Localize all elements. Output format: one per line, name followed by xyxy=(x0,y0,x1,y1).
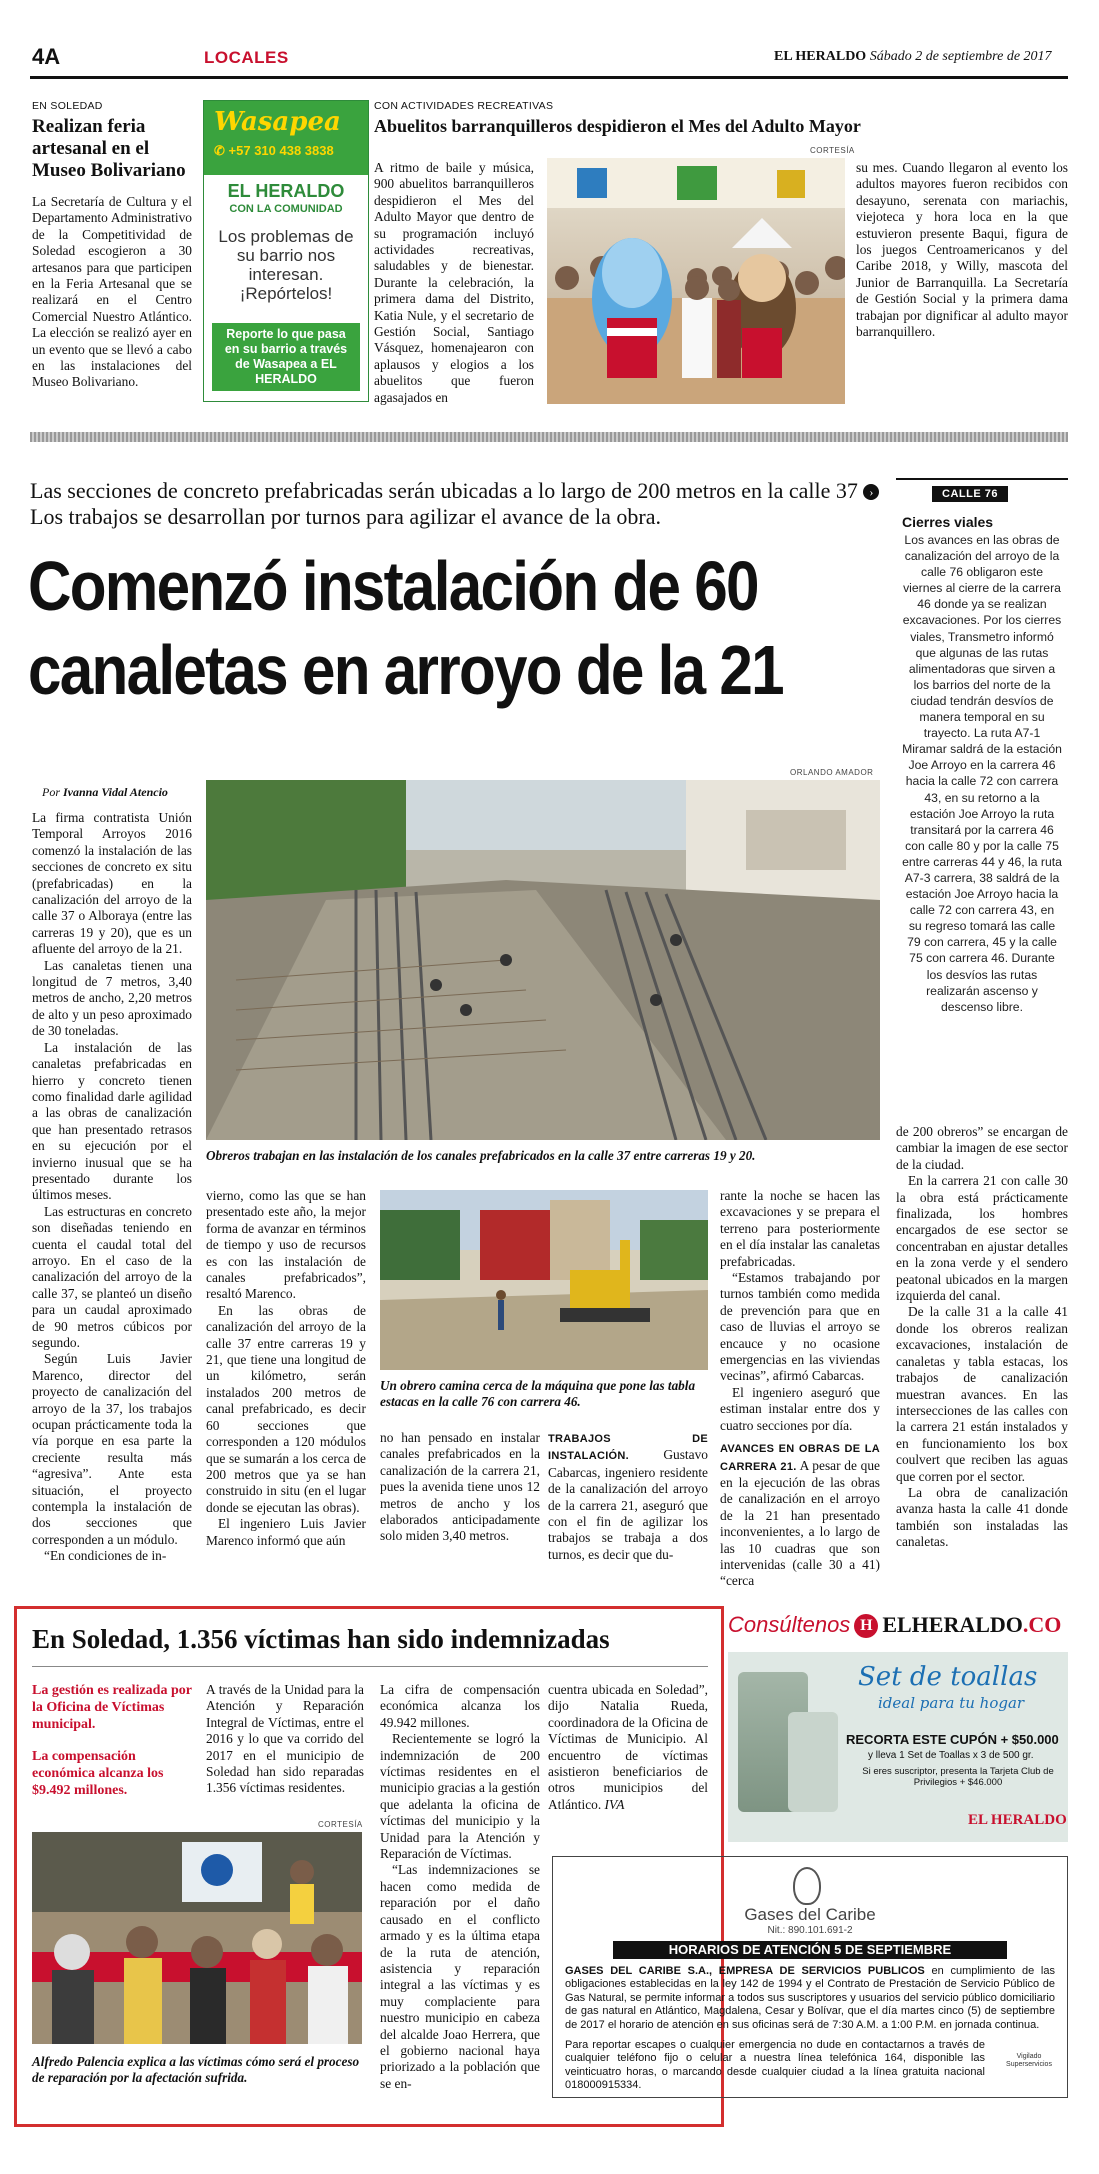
soledad-caption: Alfredo Palencia explica a las víctimas cómo será el proceso de reparación por la afectación sufrida. xyxy=(32,2054,360,2085)
main-col4 xyxy=(548,1430,708,1563)
feria-body-text: La Secretaría de Cultura y el Departamento Administrativo de la Competitividad de Soledad escogieron a 30 artesanos para que participen en la Feria Artesanal que se realizará en el Centro Comercial Nuestro Atlántico. La elección se realizó ayer en un evento que se llevó a cabo en las instalaciones del Museo Bolivariano. xyxy=(32,194,192,390)
sidebar-body: Los avances en las obras de canalización del arroyo de la calle 76 obligaron este viernes al cierre de la carrera 46 donde ya se realizan excavaciones. Por los cierres viales, Transmetro informó que algunas de las rutas alimentadoras que sirven a los barrios del norte de la ciudad tendrán desvíos de manera temporal en su trayecto. La ruta A7-1 Miramar saldrá de la estación Joe Arroyo en la carrera 46 hacia la calle 72 con carrera 43, en su retorno a la estación Joe Arroyo la ruta transitará por la carrera 46 con calle 80 y por la calle 75 entre carreras 44 y 46, la ruta A7-3 carrera, 38 saldrá de la estación Joe Arroyo hacia la calle 72 con carrera 43, en su regreso tomará las calle 79 con carrera, 45 y la calle 75 con carrera 46. Durante los desvíos las rutas realizarán ascenso y descenso libre. xyxy=(902,533,1062,1014)
main-col2-p2: En las obras de canalización del arroyo de la calle 37 entre carreras 19 y 21, que tiene una longitud de un kilómetro, serán instalados 200 metros de canal prefabricado, es decir 60 secciones que corresponden a 120 módulos que se sumarán a los cerca de 200 metros que ya se han construido in situ (en el lugar donde se ejecutan las obras). xyxy=(206,1302,366,1515)
gases-vigilado: Vigilado Superservicios xyxy=(1006,2053,1052,2068)
byline-prefix: Por xyxy=(42,785,60,799)
main-col6-p1: de 200 obreros” se encargan de cambiar la imagen de ese sector de la ciudad. xyxy=(896,1124,1068,1172)
wasapea-brand: Wasapea xyxy=(214,107,341,137)
heraldo-coupon: RECORTA ESTE CUPÓN + $50.000 xyxy=(846,1732,1059,1747)
secondary-photo-caption: Un obrero camina cerca de la máquina que pone las tabla estacas en la calle 76 con carrera 46. xyxy=(380,1378,696,1409)
main-col5-p4: A pesar de que en la ejecución de las obras de canalización en el arroyo de la 21 han presentado inconvenientes, a lo largo de las 10 cuadras que son intervenidas (calle 30 a 41) “cerca xyxy=(720,1457,881,1589)
soledad-col2 xyxy=(380,1682,540,2092)
section-name: LOCALES xyxy=(204,48,289,67)
heraldo-ad[interactable] xyxy=(728,1612,1068,1842)
heraldo-coupon-detail: y lleva 1 Set de Toallas x 3 de 500 gr. xyxy=(868,1750,1034,1761)
soledad-col2-p1: La cifra de compensación económica alcanza los 49.942 millones. xyxy=(380,1682,540,1730)
main-col1-p3: La instalación de las canaletas prefabricadas en hierro y concreto tienen como finalidad darle agilidad a las obras de canalización que han presentado retrasos en su ejecución por el invierno inusual que se ha presentado durante los últimos meses. xyxy=(32,1039,192,1203)
soledad-photo-svg xyxy=(32,1832,362,2044)
heraldo-promo-title: Set de toallas xyxy=(858,1662,1038,1692)
soledad-title-rule xyxy=(32,1666,708,1667)
gases-company: GASES DEL CARIBE S.A., EMPRESA DE SERVICIOS PUBLICOS xyxy=(565,1965,925,1977)
byline xyxy=(42,785,168,800)
soledad-col1 xyxy=(206,1682,364,1797)
main-photo xyxy=(206,780,880,1140)
whatsapp-icon: ✆ xyxy=(214,143,225,158)
main-col5 xyxy=(720,1188,880,1590)
gases-body: en cumplimiento de las obligaciones establecidas en la ley 142 de 1994 y el Contrato de Prestación de Servicio Público de Gas Natural, se permite informar a todos sus suscriptores y usuarios del servicio público domiciliario de gas natural en Atlántico, Magdalena, Cesar y Bolívar, que el día martes cinco (5) de septiembre de 2017 el horario de atención en sus oficinas será de 7:30 A.M. a 1:00 P.M. en jornada continua. xyxy=(565,1965,1055,2031)
main-col5-subhead: AVANCES EN OBRAS DE LA CARRERA 21. xyxy=(720,1443,880,1473)
heraldo-brand: ELHERALDO xyxy=(882,1612,1023,1637)
feria-body xyxy=(32,194,192,391)
soledad-photo xyxy=(32,1832,362,2044)
wasapea-line2: CON LA COMUNIDAD xyxy=(229,203,343,215)
heraldo-domain: .CO xyxy=(1022,1612,1062,1637)
soledad-col2-p3: “Las indemnizaciones se hacen como medida de reparación por el daño causado en el conflicto armado y es la última etapa de la ruta de atención, asistencia y reparación integral a las víctimas y es muy complaciente para nuestro municipio en cabeza del alcalde Joao Herrera, que el gobierno nacional haya priorizado a la población que se en- xyxy=(380,1862,540,2091)
byline-name: Ivanna Vidal Atencio xyxy=(63,785,168,799)
soledad-lead1: La gestión es realizada por la Oficina de Víctimas municipal. xyxy=(32,1683,192,1732)
main-col6-p4: La obra de canalización avanza hasta la calle 41 donde también son instaladas las canaletas. xyxy=(896,1484,1068,1550)
masthead-paper: EL HERALDO xyxy=(774,49,867,64)
main-col5-p1: rante la noche se hacen las excavaciones y se prepara el terreno para posteriormente en el día instalar las canaletas prefabricadas. xyxy=(720,1188,880,1269)
heraldo-subscriber: Si eres suscriptor, presenta la Tarjeta Club de Privilegios + $46.000 xyxy=(862,1766,1054,1788)
main-photo-credit: ORLANDO AMADOR xyxy=(790,768,874,777)
towel-stack-2 xyxy=(788,1712,838,1812)
main-deck-text2: Los trabajos se desarrollan por turnos para agilizar el avance de la obra. xyxy=(30,504,662,529)
secondary-photo xyxy=(380,1190,708,1370)
abuelitos-col2-text: su mes. Cuando llegaron al evento los adultos mayores fueron recibidos con desayuno, serenata con mariachis, viejoteca y hora loca en la que estuvieron presente Baqui, figura de los juegos Centroamericanos y del Caribe 2018, y Willy, mascota del Junior de Barranquilla. La Secretaría de Gestión Social y la primera dama trabajan por dignificar al adulto mayor barranquillero. xyxy=(856,160,1068,340)
heraldo-ad-header xyxy=(728,1612,1068,1646)
abuelitos-title: Abuelitos barranquilleros despidieron el Mes del Adulto Mayor xyxy=(374,116,861,136)
main-col3 xyxy=(380,1430,540,1545)
main-col2-p1: vierno, como las que se han presentado este año, la mejor forma de avanzar en términos de tiempo y uso de recursos es con las instalación de canales prefabricados”, resaltó Marenco. xyxy=(206,1188,366,1302)
main-col2-p3: El ingeniero Luis Javier Marenco informó que aún xyxy=(206,1516,366,1548)
wasapea-phone-text: +57 310 438 3838 xyxy=(228,143,334,158)
gases-nit: Nit.: 890.101.691-2 xyxy=(767,1925,853,1936)
main-col5-p2: “Estamos trabajando por turnos también como medida de prevención para que en caso de lluvias el arroyo se encauce y no ocasione emergencias en las viviendas vecinas”, afirmó Cabarcas. xyxy=(720,1270,880,1384)
soledad-col1-text: A través de la Unidad para la Atención y Reparación Integral de Víctimas, entre el 2016 y lo que va corrido del 2017 en el municipio de Soledad han sido reparadas 1.356 víctimas residentes. xyxy=(206,1682,364,1796)
gases-banner: HORARIOS DE ATENCIÓN 5 DE SEPTIEMBRE xyxy=(613,1941,1007,1959)
soledad-signature: IVA xyxy=(604,1796,625,1812)
abuelitos-credit: CORTESÍA xyxy=(810,146,855,155)
main-col4-subhead: TRABAJOS DE INSTALACIÓN. xyxy=(548,1433,708,1463)
soledad-col3-text: cuentra ubicada en Soledad”, dijo Natalia Rueda, coordinadora de la Oficina de Víctimas de Municipio. Al encuentro de víctimas asistieron beneficiarios de otros municipios del Atlántico. xyxy=(548,1682,708,1812)
main-col3-p1: no han pensado en instalar canales prefabricados en la canalización de la carrera 21, pues la avenida tiene unos 12 metros de ancho y los elaborados anticipadamente solo miden 3,40 metros. xyxy=(380,1430,540,1544)
abuelitos-photo-svg xyxy=(547,158,845,404)
sidebar-box xyxy=(896,478,1068,1100)
feria-kicker: EN SOLEDAD xyxy=(32,100,103,112)
header-rule xyxy=(30,76,1068,79)
main-col2 xyxy=(206,1188,366,1549)
heraldo-h-icon: H xyxy=(854,1614,878,1638)
main-col1-p5: Según Luis Javier Marenco, director del proyecto de canalización del arroyo de la 37, los trabajos ocupan prácticamente toda la vía porque en esa parte la creciente resulta más “agresiva”. Ante esta situación, el proyecto contempla la instalación de dos secciones que corresponden a un módulo. xyxy=(32,1351,192,1547)
page-number: 4A xyxy=(32,44,61,69)
masthead-date xyxy=(774,49,1052,65)
main-col6-p3: De la calle 31 a la calle 41 donde los obreros realizan excavaciones, instalación de canaletas y tabla estacas, los trabajos de canalización muestran avances. En las intersecciones de las calles con la carrera 21 están instalados y en funcionamiento los box coulvert que reciben las aguas que corren por el sector. xyxy=(896,1304,1068,1484)
abuelitos-photo xyxy=(547,158,845,404)
abuelitos-col1 xyxy=(374,160,534,406)
soledad-lead2: La compensación económica alcanza los $9.492 millones. xyxy=(32,1749,164,1798)
secondary-photo-svg xyxy=(380,1190,708,1370)
main-photo-svg xyxy=(206,780,880,1140)
main-headline-line1: Comenzó instalación de 60 xyxy=(28,547,758,625)
heraldo-ad-visual xyxy=(728,1652,1068,1842)
main-col5-p3: El ingeniero aseguró que estiman instalar entre dos y cuatro secciones por día. xyxy=(720,1384,880,1433)
gases-text2: Para reportar escapes o cualquier emergencia no dude en contactarnos a través de cualquier teléfono fijo o celular a nuestra línea telefónica 164, disponible las veinticuatro horas, o marcando desde cualquier ciudad a la línea gratuita nacional 018000915334. xyxy=(565,2039,985,2092)
main-col1 xyxy=(32,810,192,1565)
heraldo-ad-sponsor: EL HERALDO xyxy=(968,1812,1067,1828)
wasapea-ad[interactable] xyxy=(203,100,369,402)
main-col1-p6: “En condiciones de in- xyxy=(44,1548,167,1564)
main-deck xyxy=(30,478,890,530)
main-col1-p4: Las estructuras en concreto son diseñadas teniendo en cuenta el caudal total del arroyo. En el caso de la canalización del arroyo de la calle 37, se planteó un diseño para un caudal aproximado de 90 metros cúbicos por segundo. xyxy=(32,1203,192,1350)
wasapea-phone xyxy=(214,143,334,159)
main-photo-caption: Obreros trabajan en las instalación de los canales prefabricados en la calle 37 entre carreras 19 y 20. xyxy=(206,1148,756,1163)
main-deck-text1: Las secciones de concreto prefabricadas serán ubicadas a lo largo de 200 metros en la calle 37 xyxy=(30,478,858,503)
sidebar-title: Cierres viales xyxy=(902,514,994,530)
abuelitos-col1-text: A ritmo de baile y música, 900 abuelitos barranquilleros despidieron el Mes del Adulto Mayor que dentro de su programación incluyó actividades recreativas, saludables y de bienestar. Durante la celebración, la primera dama del Distrito, Katia Nule, y el secretario de Gestión Social, Santiago Vásquez, homenajearon con aplausos y elogios a los abuelitos que fueron agasajados en xyxy=(374,160,534,405)
main-col6 xyxy=(896,1124,1068,1551)
soledad-credit: CORTESÍA xyxy=(318,1820,363,1829)
sidebar-label: CALLE 76 xyxy=(932,486,1008,502)
wasapea-line1: EL HERALDO xyxy=(227,181,345,201)
main-col1-p2: Las canaletas tienen una longitud de 7 metros, 3,40 metros de ancho, 2,20 metros de alto y un peso aproximado de 30 toneladas. xyxy=(32,957,192,1039)
arrow-right-icon: › xyxy=(863,484,879,500)
heraldo-promo-sub: ideal para tu hogar xyxy=(878,1694,1025,1712)
wasapea-message: Los problemas de su barrio nos interesan. ¡Repórtelos! xyxy=(218,227,354,303)
heraldo-consultenos: Consúltenos xyxy=(728,1612,851,1637)
masthead-date-text: Sábado 2 de septiembre de 2017 xyxy=(869,49,1052,64)
section-divider xyxy=(30,432,1068,442)
gases-ad[interactable] xyxy=(552,1856,1068,2098)
main-col1-p1: La firma contratista Unión Temporal Arroyos 2016 comenzó la instalación de las secciones de concreto ex situ (prefabricadas) en la canalización del arroyo de la calle 37 o Alboraya (entre las carreras 19 y 20), que es un afluente del arroyo de la 21. xyxy=(32,810,192,957)
abuelitos-kicker: CON ACTIVIDADES RECREATIVAS xyxy=(374,100,554,112)
soledad-col2-p2: Recientemente se logró la indemnización de 200 víctimas residentes en el municipio gracias a la gestión que adelanta la oficina de víctimas del municipio y la Unidad para la Atención y Reparación de Víctimas. xyxy=(380,1731,540,1862)
main-col6-p2: En la carrera 21 con calle 30 la obra está prácticamente finalizada, los hombres encargados de ese sector se concentraban en ajustar detalles en la zona verde y el sendero peatonal ubicados en la margen izquierda del canal. xyxy=(896,1173,1068,1304)
wasapea-cta[interactable]: Reporte lo que pasa en su barrio a través de Wasapea a EL HERALDO xyxy=(212,323,360,391)
flame-icon xyxy=(793,1867,821,1905)
feria-title: Realizan feria artesanal en el Museo Bolivariano xyxy=(32,116,186,181)
abuelitos-col2 xyxy=(856,160,1068,340)
main-headline-line2: canaletas en arroyo de la 21 xyxy=(28,631,783,709)
gases-brand: Gases del Caribe xyxy=(744,1905,876,1924)
gases-text xyxy=(565,1965,1055,2032)
soledad-col3 xyxy=(548,1682,708,1813)
soledad-title: En Soledad, 1.356 víctimas han sido indemnizadas xyxy=(32,1624,610,1654)
main-col4-p1: Gustavo Cabarcas, ingeniero residente de la canalización del arroyo de la carrera 21, aseguró que con el fin de agilizar los trabajos se trabaja a dos turnos, es decir que du- xyxy=(548,1447,708,1562)
